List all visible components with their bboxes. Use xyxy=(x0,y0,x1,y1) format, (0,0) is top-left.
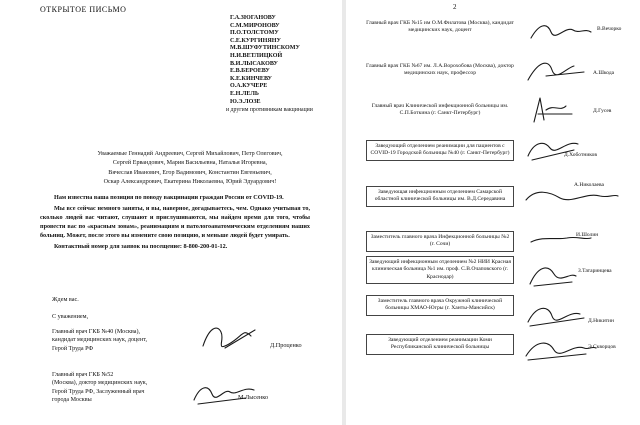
letter-body xyxy=(40,193,310,254)
letter-title: ОТКРЫТОЕ ПИСЬМО xyxy=(40,5,127,14)
signature-1 xyxy=(195,318,265,358)
signer-name: Э.Скворцов xyxy=(588,344,616,350)
signer-name: З.Татаринцева xyxy=(578,268,612,274)
closing-wait: Ждем вас. xyxy=(52,296,79,303)
signature-4 xyxy=(522,56,594,88)
greeting-line: Сергей Ервандович, Мария Васильевна, Наталья Игоревна, xyxy=(112,160,268,167)
greeting-line: Уважаемые Геннадий Андреевич, Сергей Михайлович, Петр Олегович, xyxy=(97,151,283,157)
addressee: К.Е.КИНЧЕВУ xyxy=(230,75,273,82)
addressee: М.В.ШУФУТИНСКОМУ xyxy=(230,45,300,52)
addressee: Е.Н.ЛЕЛЬ xyxy=(230,90,259,97)
signer-1-title: Главный врач ГКБ №40 (Москва), кандидат медицинских наук, доцент, Герой Труда РФ xyxy=(52,329,147,352)
signer-name: Д.Гусев xyxy=(593,108,612,114)
addressee: Ю.Э.ЛОЗЕ xyxy=(230,98,261,105)
signer-name: И.Шолин xyxy=(576,232,599,238)
entry-text: Заместитель главного врача Инфекционной больницы №2 (г. Сочи) xyxy=(366,231,514,252)
paragraph-position: Нам известна ваша позиция по поводу вакцинации граждан России от COVID-19. xyxy=(54,194,284,201)
signature-3 xyxy=(525,18,595,48)
entry-text: Заведующий отделением реанимации Коми Республиканской клинической больницы xyxy=(366,334,514,355)
signature-6 xyxy=(520,132,588,166)
signer-name: Д.Никитин xyxy=(588,318,614,324)
addressee: В.И.ЛЫСАКОВУ xyxy=(230,60,278,67)
page-gutter xyxy=(342,0,346,425)
signature-5 xyxy=(524,92,584,128)
greeting xyxy=(42,150,338,187)
addressee: О.А.КУЧЕРЕ xyxy=(230,83,268,90)
signer-name: А.Шкода xyxy=(593,70,615,76)
signer-name: В.Вечорко xyxy=(597,26,622,32)
signer-1-name: Д.Проценко xyxy=(270,342,302,349)
signer-2-name: М.Лысенко xyxy=(238,394,269,401)
signature-7 xyxy=(520,182,620,212)
greeting-line: Вячеслав Иванович, Егор Вадимович, Константин Евгеньевич, xyxy=(108,169,272,176)
paragraph-contact: Контактный номер для заявок на посещение: 8-800-200-01-12. xyxy=(54,243,228,251)
addressee: С.М.МИРОНОВУ xyxy=(230,22,280,29)
addressee-tail: и другим противникам вакцинации xyxy=(226,107,313,114)
entry-text: Заместитель главного врача Окружной клинической больницы ХМАО-Югры (г. Ханты-Мансийск) xyxy=(366,295,514,316)
entry-text: Главный врач Клинической инфекционной больницы им. С.П.Боткина (г. Санкт-Петербург) xyxy=(371,103,509,117)
closing-respect: С уважением, xyxy=(52,313,89,320)
entry-text: Заведующий отделением реанимации для пациентов с COVID-19 Городской больницы №40 (г. Санкт-Петербург) xyxy=(366,140,514,161)
addressee: С.Е.КУРГИНЯНУ xyxy=(230,37,281,44)
signature-10 xyxy=(522,300,592,334)
signature-9 xyxy=(522,258,582,292)
addressee-list xyxy=(226,15,338,114)
addressee: Г.А.ЗЮГАНОВУ xyxy=(230,15,276,21)
greeting-line: Оскар Александрович, Екатерина Николаевна, Юрий Эдуардович! xyxy=(103,178,277,185)
signature-8 xyxy=(525,226,595,252)
signer-name: А.Николаева xyxy=(574,182,604,188)
addressee: Н.И.ВЕТЛИЦКОЙ xyxy=(230,52,283,59)
entry-text: Заведующая инфекционным отделением Самарской областной клинической больницы им. В.Д.Середавина xyxy=(366,186,514,207)
entry-text: Главный врач ГКБ №15 им О.М.Филатова (Москва), кандидат медицинских наук, доцент xyxy=(366,20,514,34)
signer-2-title: Главный врач ГКБ №52 (Москва), доктор медицинских наук, Герой Труда РФ, Заслуженный врач города Москвы xyxy=(52,372,148,403)
addressee: Е.В.БЕРОЕВУ xyxy=(230,68,270,75)
entry-text: Заведующий инфекционным отделением №2 НИИ Красная клиническая больница №1 им. проф. С.В.Очаповского (г. Краснодар) xyxy=(366,256,514,284)
page-number: 2 xyxy=(453,3,457,11)
paragraph-invitation: Мы все сейчас немного заняты, и вы, наверное, догадываетесь, чем. Однако учитывая то, сколько людей вас читают, слушают и прислушиваются, мы найдем время для того, чтобы провести вас по «красным зонам», реанимациям и патологоанатомическим отделениям наших больниц. Может, после этого вы измените свою позицию, и меньше людей будет умирать. xyxy=(40,205,310,240)
signer-name: Д.Хоботников xyxy=(564,152,598,158)
entry-text: Главный врач ГКБ №67 им. Л.А.Ворохобова (Москва), доктор медицинских наук, профессор xyxy=(366,63,514,77)
addressee: П.О.ТОЛСТОМУ xyxy=(230,30,279,37)
signature-11 xyxy=(518,334,598,368)
